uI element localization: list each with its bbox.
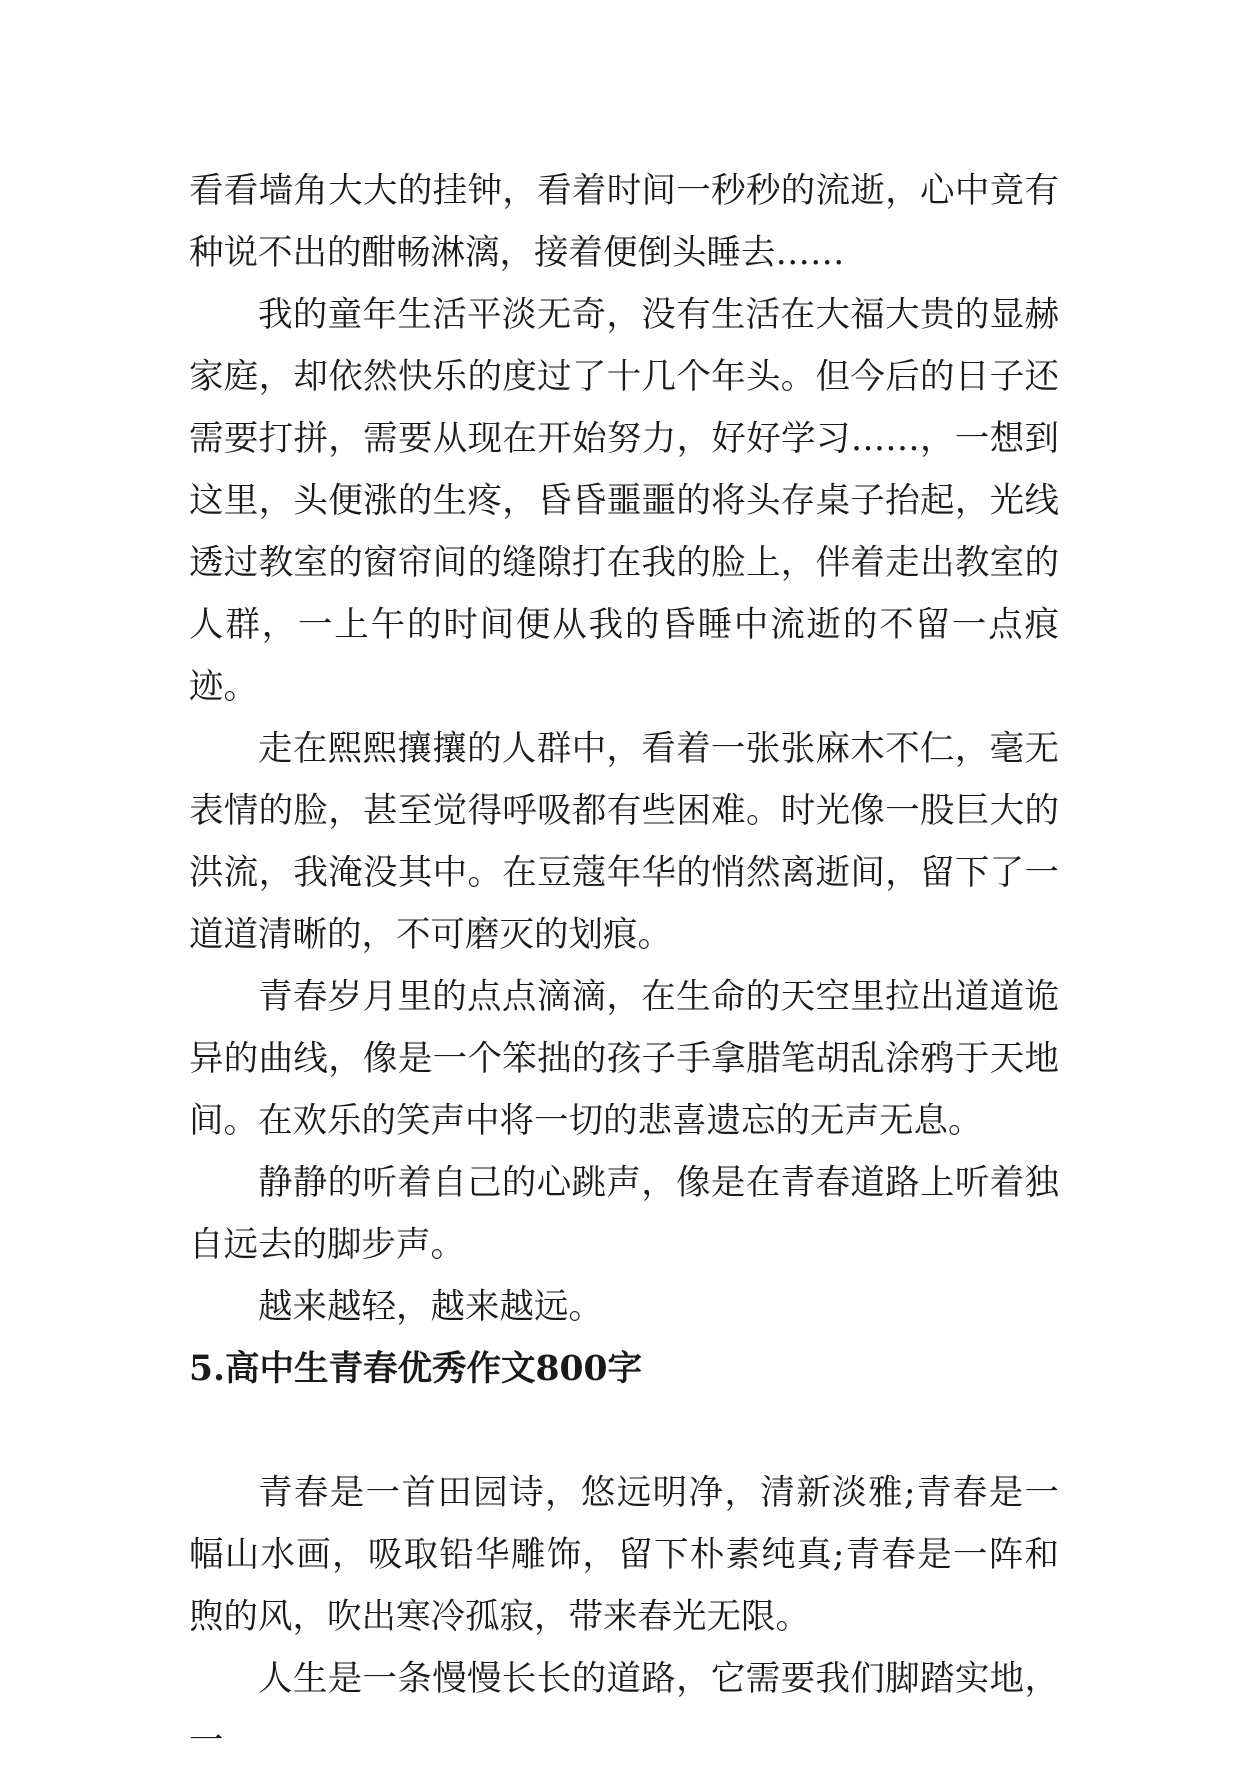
paragraph-3: 走在熙熙攘攘的人群中，看着一张张麻木不仁，毫无表情的脸，甚至觉得呼吸都有些困难。时光像一股巨大的洪流，我淹没其中。在豆蔻年华的悄然离逝间，留下了一道道清晰的，不可磨灭的划痕。 <box>189 729 1059 955</box>
document-body <box>189 160 1059 1772</box>
blank-line <box>189 1400 1059 1462</box>
paragraph-6: 越来越轻，越来越远。 <box>258 1287 603 1327</box>
paragraph-8: 人生是一条慢慢长长的道路，它需要我们脚踏实地，一 <box>189 1659 1059 1761</box>
paragraph-4: 青春岁月里的点点滴滴，在生命的天空里拉出道道诡异的曲线，像是一个笨拙的孩子手拿腊笔胡乱涂鸦于天地间。在欢乐的笑声中将一切的悲喜遗忘的无声无息。 <box>189 977 1059 1141</box>
paragraph-5: 静静的听着自己的心跳声，像是在青春道路上听着独自远去的脚步声。 <box>189 1163 1059 1265</box>
section-heading: 5.高中生青春优秀作文800字 <box>189 1349 643 1389</box>
paragraph-1: 看看墙角大大的挂钟，看着时间一秒秒的流逝，心中竟有种说不出的酣畅淋漓，接着便倒头睡去…… <box>189 171 1059 273</box>
paragraph-2: 我的童年生活平淡无奇，没有生活在大福大贵的显赫家庭，却依然快乐的度过了十几个年头。但今后的日子还需要打拼，需要从现在开始努力，好好学习……，一想到这里，头便涨的生疼，昏昏噩噩的将头存桌子抬起，光线透过教室的窗帘间的缝隙打在我的脸上，伴着走出教室的人群，一上午的时间便从我的昏睡中流逝的不留一点痕迹。 <box>189 295 1059 707</box>
paragraph-7: 青春是一首田园诗，悠远明净，清新淡雅;青春是一幅山水画，吸取铅华雕饰，留下朴素纯真;青春是一阵和煦的风，吹出寒冷孤寂，带来春光无限。 <box>189 1473 1059 1637</box>
